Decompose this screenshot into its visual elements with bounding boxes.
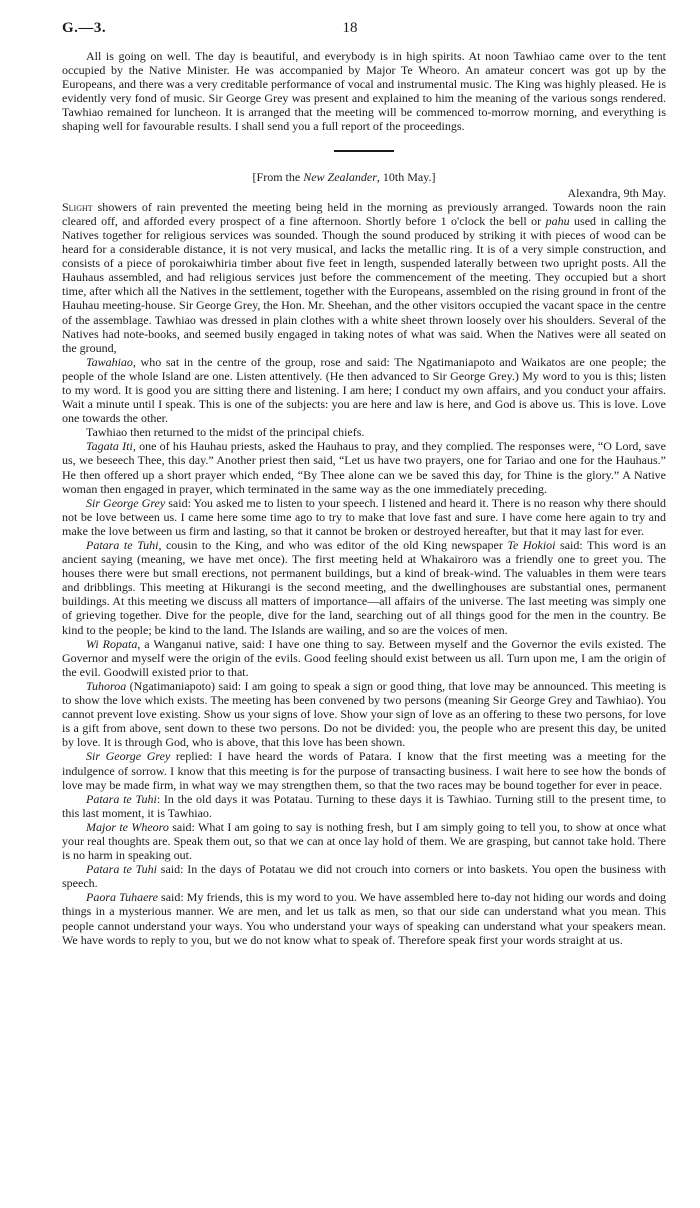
document-reference: G.—3. (62, 20, 107, 36)
speech-paragraph: Tawahiao, who sat in the centre of the group, rose and said: The Ngatimaniapoto and Waikatos are one people; the people of the whole Island are one. Listen attentively. (He then advanced to Sir George Grey.) My word to you is this; listen to my word. It is good you are sitting there and listening. I am here; I conduct my own affairs, and you conduct your affairs. Wait a minute until I speak. This is one of the subjects: you are here and law is here, and God is above us. This is love. Love one towards the other. (62, 354, 666, 426)
page-number: 18 (342, 20, 358, 36)
speech-paragraph: Sir George Grey replied: I have heard the words of Patara. I know that the first meeting was a meeting for the indulgence of sorrow. I know that this meeting is for the purpose of transacting business. I wait here to see how the bonds of love may be made firm, in what way we may strengthen them, so that the two races may be bound together for ever in peace. (62, 749, 667, 792)
speech-paragraph: Tawhiao then returned to the midst of the principal chiefs. (86, 425, 365, 440)
speech-paragraph: Tuhoroa (Ngatimaniapoto) said: I am going to speak a sign or good thing, that love may be announced. This meeting is to show the love which exists. The meeting has been convened by two persons (meaning Sir George Grey and Tawhiao). You cannot prevent love existing. Show us your signs of love. Show your sign of love as an offering to these two persons, for love is a gift from above, sent down to these two persons. Do not be divided: you, the people who are present this day, be united by love. It is through God, who is above, that this love has been shown. (62, 678, 666, 750)
speech-paragraph: Patara te Tuhi, cousin to the King, and who was editor of the old King newspaper Te Hokioi said: This word is an ancient saying (meaning, we have met once). The first meeting held at Whakairoro was a friendly one to greet you. The houses there were but small erections, not permanent buildings, but a kind of break-wind. The valuables in them were tears and dribblings. This meeting at Hikurangi is the second meeting, and the dwellinghouses are substantial ones, permanent buildings. At this meeting we discuss all matters of importance—all affairs of the universe. The last meeting was simply one of grieving together. Dive for the people, dive for the land, searching out of all things good for the men in the country. Be kind to the people; be kind to the land. The Islands are wailing, and so are the voices of men. (62, 538, 666, 637)
speech-paragraph: Patara te Tuhi: In the old days it was Potatau. Turning to these days it is Tawhiao. Turning still to the present time, to this last moment, it is Tawhiao. (62, 791, 666, 820)
speech-paragraph: Wi Ropata, a Wanganui native, said: I have one thing to say. Between myself and the Governor the evils existed. The Governor and myself were the origin of the evils. Good feeling should exist between us all. Turn upon me, I am the origin of the evil. Goodwill existed prior to that. (62, 636, 666, 679)
speech-paragraph: Tagata Iti, one of his Hauhau priests, asked the Hauhaus to pray, and they complied. The responses were, “O Lord, save us, we beseech Thee, this day.” Another priest then said, “Let us have two prayers, one for Tariao and one for the Hauhaus.” He then offered up a short prayer which ended, “By Thee alone can we be saved this day, for Thine is the glory.” A Native woman then engaged in prayer, which terminated in the same way as the one immediately preceding. (62, 439, 667, 496)
article-body (62, 49, 666, 947)
dateline: Alexandra, 9th May. (567, 185, 666, 200)
section-divider (334, 150, 394, 152)
intro-paragraph: All is going on well. The day is beautiful, and everybody is in high spirits. At noon Tawhiao came over to the tent occupied by the Native Minister. He was accompanied by Major Te Wheoro. An amateur concert was got up by the Europeans, and there was a very creditable performance of vocal and instrumental music. The King was highly pleased. He is evidently very fond of music. Sir George Grey was present and explained to him the meaning of the various songs rendered. Tawhiao remained for luncheon. It is arranged that the meeting will be commenced to-morrow morning, and everything is shaping well for favourable results. I shall send you a full report of the proceedings. (62, 49, 666, 134)
opening-paragraph: Slight showers of rain prevented the meeting being held in the morning as previously arranged. Towards noon the rain cleared off, and afforded every prospect of a fine afternoon. Shortly before 1 o'clock the bell or pahu used in calling the Natives together for religious services was sounded. Though the sound produced by striking it with pieces of wood can be heard for a considerable distance, it is not very musical, and lacks the metallic ring. It is of a very simple construction, and consists of a piece of porokaiwhiria timber about five feet in length, suspended laterally between two upright posts. All the Hauhaus assembled, and had religious services just before the commencement of the meeting. They occupied but a short time, after which all the Natives in the settlement, together with the Europeans, assembled on the rising ground in front of the Hauhau meeting-house. Sir George Grey, the Hon. Mr. Sheehan, and the other visitors occupied the vacant space in the centre of the assemblage. Tawhiao was dressed in plain clothes with a white sheet thrown loosely over his shoulders. Several of the Natives had note-books, and seemed busily engaged in taking notes of what was said. When the Natives were all seated on the ground, (62, 199, 666, 355)
speech-paragraph: Sir George Grey said: You asked me to listen to your speech. I listened and heard it. There is no reason why there should not be love between us. I came here some time ago to try to make that love fast and sure. I have come here again to try and make the love between us firm and lasting, so that it cannot be broken or destroyed hereafter, but that it may last for ever. (62, 495, 666, 538)
speech-paragraph: Patara te Tuhi said: In the days of Potatau we did not crouch into corners or into baskets. You open the business with speech. (62, 862, 666, 891)
speech-paragraph: Major te Wheoro said: What I am going to say is nothing fresh, but I am simply going to tell you, to show at once what your real thoughts are. Speak them out, so that we can at once lay hold of them. We are grasping, but cannot take hold. There is no harm in speaking out. (62, 819, 666, 863)
source-note: [From the New Zealander, 10th May.] (252, 169, 436, 184)
speech-paragraph: Paora Tuhaere said: My friends, this is my word to you. We have assembled here to-day not hiding our words and doing things in a mysterious manner. We are men, and let us talk as men, so that our side can understand what you mean. This people cannot understand your ways. You who understand your ways of speaking can understand what your speakers mean. We have words to reply to you, but we do not know what to speak of. Therefore speak first your words straight at us. (62, 890, 666, 947)
